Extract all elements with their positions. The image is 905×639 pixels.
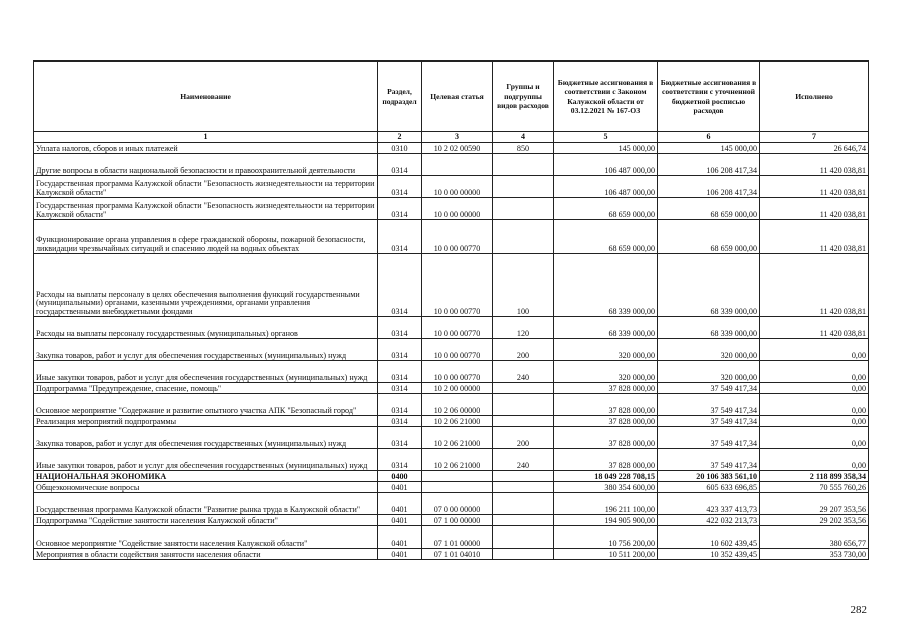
row-name: Другие вопросы в области национальной безопасности и правоохранительной деятельности [34,154,378,176]
row-law-amount: 145 000,00 [554,143,658,154]
row-section: 0314 [378,176,422,198]
row-target-article: 10 2 06 21000 [422,449,493,471]
row-name: Уплата налогов, сборов и иных платежей [34,143,378,154]
row-refined-amount: 106 208 417,34 [658,176,760,198]
row-refined-amount: 605 633 696,85 [658,482,760,493]
row-section: 0314 [378,317,422,339]
row-expense-group [493,176,554,198]
row-law-amount: 68 659 000,00 [554,220,658,254]
table-row [34,361,869,383]
row-executed-amount: 2 118 899 358,34 [760,471,869,482]
table-row [34,493,869,515]
column-number: 3 [422,132,493,143]
row-section: 0401 [378,493,422,515]
row-section: 0401 [378,549,422,560]
row-refined-amount: 37 549 417,34 [658,383,760,394]
row-law-amount: 106 487 000,00 [554,154,658,176]
row-refined-amount: 68 339 000,00 [658,254,760,317]
row-law-amount: 37 828 000,00 [554,383,658,394]
row-name: Расходы на выплаты персоналу государственных (муниципальных) органов [34,317,378,339]
row-expense-group [493,416,554,427]
row-section: 0314 [378,220,422,254]
row-name: Основное мероприятие "Содействие занятости населения Калужской области" [34,526,378,549]
row-executed-amount: 0,00 [760,394,869,416]
row-section: 0314 [378,361,422,383]
table-row [34,220,869,254]
table-row [34,416,869,427]
row-section: 0401 [378,526,422,549]
row-law-amount: 10 756 200,00 [554,526,658,549]
column-number: 6 [658,132,760,143]
row-expense-group [493,526,554,549]
header-target-article: Целевая статья [422,61,493,132]
row-expense-group [493,515,554,526]
row-target-article: 10 2 00 00000 [422,383,493,394]
column-number: 4 [493,132,554,143]
row-section: 0314 [378,416,422,427]
row-executed-amount: 29 207 353,56 [760,493,869,515]
row-law-amount: 106 487 000,00 [554,176,658,198]
table-row [34,471,869,482]
row-section: 0314 [378,254,422,317]
table-row [34,526,869,549]
row-refined-amount: 145 000,00 [658,143,760,154]
row-executed-amount: 11 420 038,81 [760,220,869,254]
row-refined-amount: 37 549 417,34 [658,427,760,449]
row-expense-group [493,198,554,220]
row-law-amount: 380 354 600,00 [554,482,658,493]
table-row [34,254,869,317]
row-section: 0314 [378,427,422,449]
table-row [34,482,869,493]
table-row [34,427,869,449]
row-law-amount: 37 828 000,00 [554,449,658,471]
row-expense-group: 200 [493,339,554,361]
row-refined-amount: 37 549 417,34 [658,394,760,416]
header-refined-allocations: Бюджетные ассигнования в соответствии с уточненной бюджетной росписью расходов [658,61,760,132]
row-target-article: 10 0 00 00770 [422,254,493,317]
row-executed-amount: 11 420 038,81 [760,154,869,176]
row-name: Общеэкономические вопросы [34,482,378,493]
header-expense-group: Группы и подгруппы видов расходов [493,61,554,132]
row-law-amount: 37 828 000,00 [554,394,658,416]
row-expense-group: 240 [493,361,554,383]
row-refined-amount: 68 659 000,00 [658,198,760,220]
row-name: Иные закупки товаров, работ и услуг для обеспечения государственных (муниципальных) нужд [34,361,378,383]
row-name: Функционирование органа управления в сфере гражданской обороны, пожарной безопасности, ликвидации чрезвычайных ситуаций и спасению людей на водных объектах [34,220,378,254]
row-target-article: 10 2 06 21000 [422,427,493,449]
table-row [34,143,869,154]
row-executed-amount: 11 420 038,81 [760,198,869,220]
table-row [34,317,869,339]
row-expense-group [493,154,554,176]
row-target-article: 10 2 02 00590 [422,143,493,154]
row-section: 0314 [378,449,422,471]
row-refined-amount: 423 337 413,73 [658,493,760,515]
header-law-allocations: Бюджетные ассигнования в соответствии с Законом Калужской области от 03.12.2021 № 167-ОЗ [554,61,658,132]
row-name: Подпрограмма "Предупреждение, спасение, помощь" [34,383,378,394]
row-expense-group [493,471,554,482]
row-executed-amount: 0,00 [760,383,869,394]
column-number: 2 [378,132,422,143]
row-executed-amount: 29 202 353,56 [760,515,869,526]
row-law-amount: 196 211 100,00 [554,493,658,515]
table-row [34,198,869,220]
table-row [34,515,869,526]
row-name: Государственная программа Калужской области "Безопасность жизнедеятельности на территории Калужской области" [34,176,378,198]
row-refined-amount: 422 032 213,73 [658,515,760,526]
row-expense-group [493,383,554,394]
row-expense-group: 200 [493,427,554,449]
row-name: Государственная программа Калужской области "Развитие рынка труда в Калужской области" [34,493,378,515]
row-expense-group [493,482,554,493]
row-refined-amount: 68 339 000,00 [658,317,760,339]
row-section: 0401 [378,515,422,526]
row-executed-amount: 11 420 038,81 [760,176,869,198]
row-refined-amount: 10 352 439,45 [658,549,760,560]
row-executed-amount: 380 656,77 [760,526,869,549]
row-target-article: 10 0 00 00770 [422,361,493,383]
row-law-amount: 18 049 228 708,15 [554,471,658,482]
header-executed: Исполнено [760,61,869,132]
row-expense-group: 100 [493,254,554,317]
row-expense-group: 120 [493,317,554,339]
row-target-article [422,154,493,176]
row-target-article: 10 0 00 00000 [422,198,493,220]
row-section: 0314 [378,154,422,176]
row-expense-group [493,394,554,416]
row-section: 0401 [378,482,422,493]
row-name: Реализация мероприятий подпрограммы [34,416,378,427]
table-row [34,154,869,176]
row-refined-amount: 37 549 417,34 [658,449,760,471]
row-name: Подпрограмма "Содействие занятости населения Калужской области" [34,515,378,526]
row-target-article [422,471,493,482]
table-row [34,383,869,394]
row-refined-amount: 320 000,00 [658,361,760,383]
row-target-article: 10 2 06 21000 [422,416,493,427]
row-expense-group: 240 [493,449,554,471]
table-row [34,549,869,560]
row-section: 0314 [378,198,422,220]
row-law-amount: 68 339 000,00 [554,254,658,317]
row-law-amount: 320 000,00 [554,361,658,383]
row-refined-amount: 106 208 417,34 [658,154,760,176]
row-law-amount: 37 828 000,00 [554,427,658,449]
row-refined-amount: 37 549 417,34 [658,416,760,427]
row-refined-amount: 320 000,00 [658,339,760,361]
page-number: 282 [850,604,867,616]
row-executed-amount: 0,00 [760,427,869,449]
column-number-row [34,132,869,143]
table-row [34,449,869,471]
row-target-article: 10 2 06 00000 [422,394,493,416]
row-name: Мероприятия в области содействия занятости населения области [34,549,378,560]
header-section: Раздел, подраздел [378,61,422,132]
row-section: 0314 [378,339,422,361]
table-row [34,339,869,361]
row-section: 0314 [378,383,422,394]
row-expense-group [493,549,554,560]
header-name: Наименование [34,61,378,132]
table-row [34,176,869,198]
row-name: Расходы на выплаты персоналу в целях обеспечения выполнения функций государственными (муниципальными) органами, казенными учреждениями, органами управления государственными внебюджетными фондами [34,254,378,317]
row-law-amount: 194 905 900,00 [554,515,658,526]
row-executed-amount: 0,00 [760,416,869,427]
table-body [34,143,869,560]
row-name: Иные закупки товаров, работ и услуг для обеспечения государственных (муниципальных) нужд [34,449,378,471]
row-name: Государственная программа Калужской области "Безопасность жизнедеятельности на территории Калужской области" [34,198,378,220]
row-target-article: 10 0 00 00770 [422,339,493,361]
row-target-article: 07 1 01 00000 [422,526,493,549]
row-law-amount: 68 659 000,00 [554,198,658,220]
table-row [34,394,869,416]
row-target-article: 10 0 00 00000 [422,176,493,198]
budget-execution-table [33,60,869,560]
row-executed-amount: 26 646,74 [760,143,869,154]
row-law-amount: 10 511 200,00 [554,549,658,560]
row-target-article: 07 1 01 04010 [422,549,493,560]
row-target-article: 07 0 00 00000 [422,493,493,515]
row-executed-amount: 0,00 [760,361,869,383]
row-executed-amount: 0,00 [760,339,869,361]
row-section: 0310 [378,143,422,154]
row-expense-group [493,493,554,515]
row-target-article: 07 1 00 00000 [422,515,493,526]
row-law-amount: 68 339 000,00 [554,317,658,339]
row-section: 0314 [378,394,422,416]
row-executed-amount: 11 420 038,81 [760,317,869,339]
column-number: 1 [34,132,378,143]
row-name: Основное мероприятие "Содержание и развитие опытного участка АПК "Безопасный город" [34,394,378,416]
row-expense-group: 850 [493,143,554,154]
row-executed-amount: 0,00 [760,449,869,471]
row-refined-amount: 20 106 383 561,10 [658,471,760,482]
row-refined-amount: 68 659 000,00 [658,220,760,254]
row-expense-group [493,220,554,254]
column-number: 5 [554,132,658,143]
row-name: Закупка товаров, работ и услуг для обеспечения государственных (муниципальных) нужд [34,339,378,361]
row-target-article [422,482,493,493]
header-row [34,61,869,132]
row-executed-amount: 353 730,00 [760,549,869,560]
row-executed-amount: 70 555 760,26 [760,482,869,493]
row-name: НАЦИОНАЛЬНАЯ ЭКОНОМИКА [34,471,378,482]
row-refined-amount: 10 602 439,45 [658,526,760,549]
row-law-amount: 320 000,00 [554,339,658,361]
row-target-article: 10 0 00 00770 [422,220,493,254]
row-name: Закупка товаров, работ и услуг для обеспечения государственных (муниципальных) нужд [34,427,378,449]
row-law-amount: 37 828 000,00 [554,416,658,427]
column-number: 7 [760,132,869,143]
row-section: 0400 [378,471,422,482]
row-target-article: 10 0 00 00770 [422,317,493,339]
row-executed-amount: 11 420 038,81 [760,254,869,317]
